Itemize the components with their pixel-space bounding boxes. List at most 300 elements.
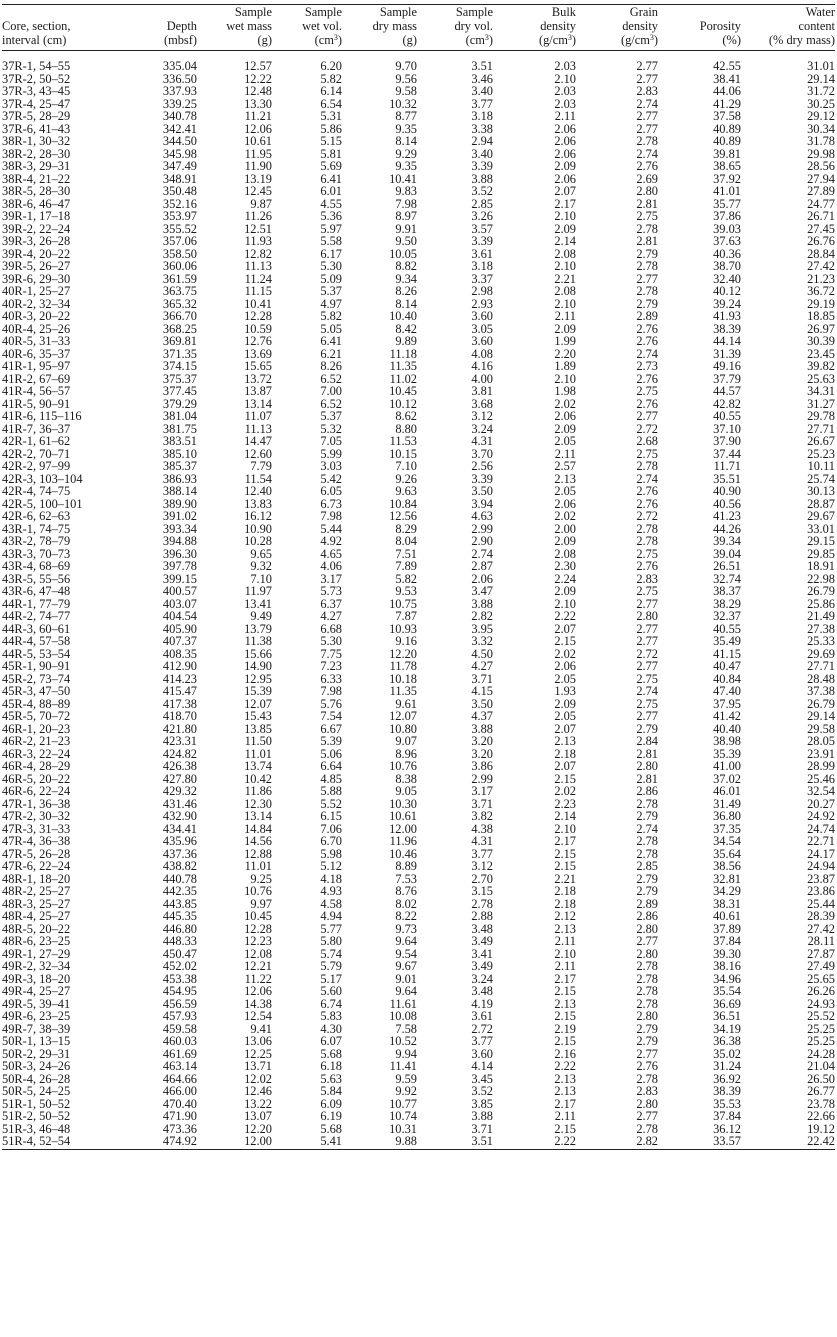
col-depth-cell: 381.04 — [162, 409, 197, 423]
col-porosity-cell: 41.15 — [713, 646, 741, 661]
col-wet-vol-cell: 5.82 — [320, 71, 342, 86]
table-row — [2, 723, 835, 736]
col-depth-cell: 355.52 — [162, 221, 197, 236]
col-bulk-density-cell: 2.08 — [554, 546, 576, 561]
header-line — [197, 5, 272, 19]
col-water-content-cell: 29.14 — [807, 709, 835, 723]
col-wet-mass-cell: 13.69 — [244, 346, 272, 361]
table-row — [2, 735, 835, 748]
col-water-content-cell: 24.28 — [807, 1046, 835, 1061]
table-row — [2, 273, 835, 286]
col-dry-vol-cell: 3.12 — [471, 859, 493, 873]
col-bulk-density-cell: 2.21 — [554, 271, 576, 286]
table-row — [2, 485, 835, 498]
col-dry-vol-cell: 3.48 — [471, 921, 493, 936]
col-porosity-cell: 38.98 — [713, 734, 741, 748]
col-wet-mass-cell: 11.24 — [244, 271, 272, 286]
col-dry-mass-cell: 10.76 — [389, 759, 417, 773]
col-water-content-cell: 22.42 — [741, 1135, 835, 1149]
col-wet-vol-cell: 7.00 — [320, 384, 342, 398]
col-core-section-cell: 49R-2, 32–34 — [2, 959, 71, 973]
col-grain-density-cell: 2.76 — [636, 559, 658, 573]
table-row — [2, 673, 835, 686]
col-dry-mass-cell: 12.00 — [389, 821, 417, 836]
col-core-section-cell: 43R-6, 47–48 — [2, 584, 71, 598]
col-dry-vol-cell: 3.05 — [471, 321, 493, 336]
header-line — [272, 5, 342, 19]
header-line — [122, 19, 197, 33]
col-dry-mass-cell: 12.56 — [389, 509, 417, 523]
col-dry-mass-cell: 9.61 — [395, 696, 417, 711]
col-core-section-cell: 43R-1, 74–75 — [2, 521, 71, 536]
header-line — [741, 33, 835, 47]
col-wet-mass-cell: 11.07 — [244, 409, 272, 423]
col-porosity-cell: 40.55 — [713, 409, 741, 423]
col-core-section-cell: 44R-5, 53–54 — [2, 646, 71, 661]
header-text: content — [798, 19, 835, 33]
col-porosity-cell: 41.93 — [713, 309, 741, 323]
col-core-section-cell: 38R-3, 29–31 — [2, 159, 71, 173]
col-depth-cell: 353.97 — [162, 209, 197, 223]
col-wet-mass-cell: 12.48 — [244, 84, 272, 98]
header-line — [576, 5, 658, 19]
col-porosity-cell: 35.39 — [713, 746, 741, 761]
col-porosity-cell: 31.49 — [713, 796, 741, 811]
col-porosity-cell: 35.54 — [713, 984, 741, 998]
col-bulk-density-cell: 2.30 — [554, 559, 576, 573]
col-water-content-cell: 10.11 — [807, 459, 835, 473]
header-text: Bulk — [551, 5, 576, 19]
col-water-content-cell: 30.39 — [807, 334, 835, 348]
col-wet-mass-cell: 9.97 — [250, 896, 272, 911]
col-dry-mass-cell: 7.51 — [395, 546, 417, 561]
table-row — [2, 310, 835, 323]
col-wet-vol-cell: 6.67 — [320, 721, 342, 736]
col-wet-mass-cell: 13.06 — [244, 1034, 272, 1048]
table-row — [2, 223, 835, 236]
col-porosity-cell: 40.56 — [713, 496, 741, 511]
col-depth-cell: 381.75 — [162, 421, 197, 436]
col-depth-cell: 454.95 — [162, 984, 197, 998]
col-dry-mass-cell: 10.41 — [389, 171, 417, 186]
col-wet-vol-cell: 6.54 — [320, 96, 342, 111]
col-depth-cell: 414.23 — [162, 671, 197, 686]
table-row — [2, 1110, 835, 1123]
table-row — [2, 535, 835, 548]
col-wet-vol-cell: 5.80 — [320, 934, 342, 948]
header-suffix: ) — [337, 33, 342, 47]
col-core-section-cell: 39R-1, 17–18 — [2, 209, 71, 223]
col-wet-mass-cell: 11.13 — [244, 421, 272, 436]
col-bulk-density-cell: 2.22 — [493, 1135, 576, 1149]
col-water-content-cell: 25.65 — [807, 971, 835, 986]
col-water-content-cell: 31.72 — [807, 84, 835, 98]
table-row — [2, 51, 835, 73]
col-wet-mass-cell: 10.45 — [244, 909, 272, 923]
col-wet-vol-cell: 6.09 — [320, 1096, 342, 1111]
col-wet-vol-cell: 4.18 — [320, 871, 342, 886]
col-core-section-cell: 48R-4, 25–27 — [2, 909, 71, 923]
col-wet-vol-cell: 6.20 — [320, 59, 342, 73]
table-row — [2, 248, 835, 261]
col-porosity-cell: 32.40 — [713, 271, 741, 286]
col-dry-mass-cell: 9.94 — [395, 1046, 417, 1061]
header-line — [741, 19, 835, 33]
col-grain-density-cell: 2.76 — [636, 159, 658, 173]
col-porosity-cell: 35.02 — [713, 1046, 741, 1061]
col-water-content-cell: 24.17 — [807, 846, 835, 861]
col-bulk-density-cell: 2.15 — [554, 984, 576, 998]
col-porosity-cell: 36.92 — [713, 1071, 741, 1086]
col-water-content-cell: 37.38 — [807, 684, 835, 698]
col-core-section-cell: 50R-4, 26–28 — [2, 1071, 71, 1086]
col-porosity-cell: 41.01 — [713, 184, 741, 198]
col-core-section-cell: 38R-1, 30–32 — [2, 134, 71, 148]
col-water-content-cell: 31.01 — [807, 59, 835, 73]
col-dry-vol-cell: 3.52 — [471, 184, 493, 198]
col-wet-vol-cell: 6.64 — [320, 759, 342, 773]
col-water-content-cell: 32.54 — [807, 784, 835, 798]
col-bulk-density-cell: 2.12 — [554, 909, 576, 923]
col-bulk-density-cell: 2.07 — [554, 759, 576, 773]
table-row — [2, 185, 835, 198]
col-depth-cell: 385.10 — [162, 446, 197, 461]
col-dry-mass-cell: 9.16 — [395, 634, 417, 648]
col-dry-vol-cell: 3.61 — [471, 1009, 493, 1023]
col-dry-mass-cell: 11.02 — [389, 371, 417, 386]
header-superscript: 3 — [484, 33, 489, 42]
col-depth-cell: 474.92 — [122, 1135, 197, 1149]
col-depth-cell: 347.49 — [162, 159, 197, 173]
col-wet-vol-cell: 5.31 — [320, 109, 342, 123]
col-bulk-density-cell: 2.05 — [554, 484, 576, 498]
col-wet-mass-cell: 12.76 — [244, 334, 272, 348]
col-dry-vol-cell: 3.39 — [471, 471, 493, 486]
col-depth-cell: 407.37 — [162, 634, 197, 648]
col-water-content-cell: 18.91 — [807, 559, 835, 573]
col-bulk-density-cell: 2.13 — [554, 1071, 576, 1086]
col-wet-vol-cell: 5.73 — [320, 584, 342, 598]
col-grain-density-cell: 2.74 — [636, 346, 658, 361]
col-dry-vol-cell: 3.60 — [471, 309, 493, 323]
col-wet-vol-cell: 6.14 — [320, 84, 342, 98]
col-porosity-cell: 37.02 — [713, 771, 741, 786]
table-row — [2, 998, 835, 1011]
col-wet-vol-cell: 5.05 — [320, 321, 342, 336]
col-dry-vol-cell: 3.70 — [471, 446, 493, 461]
col-dry-mass-cell: 8.26 — [395, 284, 417, 298]
col-depth-cell: 470.40 — [162, 1096, 197, 1111]
col-porosity-cell: 42.55 — [713, 59, 741, 73]
col-depth-cell: 445.35 — [162, 909, 197, 923]
table-row — [2, 323, 835, 336]
col-wet-mass-cell: 9.49 — [250, 609, 272, 623]
col-bulk-density-header — [493, 5, 576, 51]
table-row — [2, 148, 835, 161]
col-porosity-cell: 31.24 — [713, 1059, 741, 1073]
col-core-section-cell: 47R-4, 36–38 — [2, 834, 71, 848]
col-dry-vol-cell: 3.18 — [471, 259, 493, 273]
col-porosity-cell: 38.16 — [713, 959, 741, 973]
col-water-content-cell: 36.72 — [807, 284, 835, 298]
col-wet-vol-cell: 5.98 — [320, 846, 342, 861]
table-row — [2, 410, 835, 423]
col-wet-vol-cell: 7.98 — [320, 509, 342, 523]
col-wet-mass-cell: 12.54 — [244, 1009, 272, 1023]
col-bulk-density-cell: 2.18 — [554, 896, 576, 911]
col-porosity-cell: 34.19 — [713, 1021, 741, 1036]
col-depth-cell: 342.41 — [162, 121, 197, 136]
col-water-content-cell: 26.76 — [807, 234, 835, 248]
col-bulk-density-cell: 2.22 — [554, 1059, 576, 1073]
col-dry-vol-cell: 3.37 — [471, 271, 493, 286]
col-dry-mass-cell: 9.58 — [395, 84, 417, 98]
col-wet-vol-cell: 4.93 — [320, 884, 342, 898]
col-dry-mass-cell: 8.97 — [395, 209, 417, 223]
col-dry-mass-cell: 10.80 — [389, 721, 417, 736]
col-bulk-density-cell: 2.06 — [554, 171, 576, 186]
col-water-content-cell: 39.82 — [807, 359, 835, 373]
col-water-content-cell: 26.79 — [807, 696, 835, 711]
col-wet-mass-cell: 13.71 — [244, 1059, 272, 1073]
col-core-section-cell: 50R-1, 13–15 — [2, 1034, 71, 1048]
col-porosity-cell: 41.00 — [713, 759, 741, 773]
col-bulk-density-cell: 2.13 — [554, 1084, 576, 1098]
col-dry-vol-cell: 3.24 — [471, 421, 493, 436]
col-bulk-density-cell: 1.89 — [554, 359, 576, 373]
header-superscript: 3 — [333, 33, 338, 42]
col-bulk-density-cell: 2.10 — [554, 259, 576, 273]
table-row — [2, 973, 835, 986]
col-core-section-cell: 47R-6, 22–24 — [2, 859, 71, 873]
table-row — [2, 473, 835, 486]
col-dry-vol-cell: 4.31 — [471, 834, 493, 848]
table-row — [2, 398, 835, 411]
col-bulk-density-cell: 2.11 — [554, 309, 576, 323]
col-wet-mass-cell: 12.40 — [244, 484, 272, 498]
table-row — [2, 1048, 835, 1061]
col-water-content-cell: 28.99 — [807, 759, 835, 773]
table-row — [2, 985, 835, 998]
col-wet-vol-cell: 4.55 — [320, 196, 342, 211]
col-wet-mass-cell: 13.74 — [244, 759, 272, 773]
col-grain-density-cell: 2.81 — [636, 771, 658, 786]
col-depth-cell: 371.35 — [162, 346, 197, 361]
header-line — [272, 33, 342, 47]
col-porosity-cell: 37.10 — [713, 421, 741, 436]
col-wet-mass-cell: 12.60 — [244, 446, 272, 461]
col-water-content-cell: 27.42 — [807, 259, 835, 273]
col-water-content-cell: 25.33 — [807, 634, 835, 648]
col-wet-mass-cell: 7.79 — [250, 459, 272, 473]
table-row — [2, 873, 835, 886]
col-grain-density-cell: 2.80 — [636, 759, 658, 773]
col-bulk-density-cell: 1.93 — [554, 684, 576, 698]
col-bulk-density-cell: 2.07 — [554, 184, 576, 198]
col-bulk-density-cell: 2.08 — [554, 284, 576, 298]
col-water-content-cell: 21.04 — [807, 1059, 835, 1073]
col-dry-vol-cell: 3.38 — [471, 121, 493, 136]
col-wet-vol-cell: 6.52 — [320, 371, 342, 386]
col-core-section-cell: 48R-6, 23–25 — [2, 934, 71, 948]
col-depth-cell: 360.06 — [162, 259, 197, 273]
col-water-content-cell: 28.39 — [807, 909, 835, 923]
col-water-content-cell: 23.86 — [807, 884, 835, 898]
col-wet-mass-cell: 9.32 — [250, 559, 272, 573]
col-bulk-density-cell: 2.05 — [554, 434, 576, 448]
col-bulk-density-cell: 2.07 — [554, 721, 576, 736]
col-porosity-cell: 40.55 — [713, 621, 741, 636]
col-wet-vol-cell: 5.12 — [320, 859, 342, 873]
col-dry-mass-cell: 9.54 — [395, 946, 417, 961]
header-line — [576, 19, 658, 33]
col-wet-vol-cell: 6.05 — [320, 484, 342, 498]
table-row — [2, 910, 835, 923]
col-grain-density-cell: 2.79 — [636, 884, 658, 898]
col-dry-mass-cell: 7.98 — [395, 196, 417, 211]
header-line — [342, 19, 417, 33]
col-core-section-cell: 37R-6, 41–43 — [2, 121, 71, 136]
col-porosity-cell: 36.80 — [713, 809, 741, 823]
col-wet-mass-cell: 13.41 — [244, 596, 272, 611]
col-porosity-cell: 38.31 — [713, 896, 741, 911]
col-wet-mass-cell: 13.83 — [244, 496, 272, 511]
col-wet-vol-cell: 5.09 — [320, 271, 342, 286]
col-water-content-cell: 26.77 — [807, 1084, 835, 1098]
col-wet-mass-cell: 13.14 — [244, 396, 272, 411]
col-porosity-cell: 31.39 — [713, 346, 741, 361]
col-dry-vol-cell: 3.50 — [471, 484, 493, 498]
col-porosity-cell: 36.38 — [713, 1034, 741, 1048]
col-porosity-cell: 38.29 — [713, 596, 741, 611]
col-dry-mass-cell: 10.32 — [389, 96, 417, 111]
col-dry-vol-cell: 3.68 — [471, 396, 493, 411]
col-core-section-cell: 51R-3, 46–48 — [2, 1121, 71, 1136]
col-grain-density-cell: 2.78 — [636, 521, 658, 536]
col-bulk-density-cell: 2.10 — [554, 946, 576, 961]
col-water-content-cell: 28.05 — [807, 734, 835, 748]
col-dry-vol-cell: 3.82 — [471, 809, 493, 823]
col-bulk-density-cell: 1.98 — [554, 384, 576, 398]
table-row — [2, 548, 835, 561]
col-depth-cell: 345.98 — [162, 146, 197, 161]
col-wet-vol-cell: 6.70 — [320, 834, 342, 848]
col-bulk-density-cell: 2.06 — [554, 496, 576, 511]
col-bulk-density-cell: 2.06 — [554, 409, 576, 423]
col-grain-density-cell: 2.84 — [636, 734, 658, 748]
col-wet-vol-cell: 4.65 — [320, 546, 342, 561]
table-row — [2, 1123, 835, 1136]
col-porosity-cell: 39.81 — [713, 146, 741, 161]
header-line — [197, 33, 272, 47]
table-row — [2, 848, 835, 861]
col-bulk-density-cell: 2.10 — [554, 371, 576, 386]
col-dry-mass-cell: 9.26 — [395, 471, 417, 486]
col-porosity-cell: 32.37 — [713, 609, 741, 623]
col-dry-mass-cell: 9.50 — [395, 234, 417, 248]
col-dry-vol-cell: 3.60 — [471, 1046, 493, 1061]
col-water-content-cell: 25.44 — [807, 896, 835, 911]
col-bulk-density-cell: 2.18 — [554, 884, 576, 898]
col-depth-cell: 427.80 — [162, 771, 197, 786]
col-porosity-cell: 38.37 — [713, 584, 741, 598]
col-core-section-cell: 49R-3, 18–20 — [2, 971, 71, 986]
col-core-section-cell: 42R-6, 62–63 — [2, 509, 71, 523]
col-core-section-cell: 39R-6, 29–30 — [2, 271, 71, 286]
col-grain-density-cell: 2.78 — [636, 134, 658, 148]
col-depth-cell: 365.32 — [162, 296, 197, 311]
col-wet-vol-cell: 5.68 — [320, 1121, 342, 1136]
col-wet-vol-cell: 5.74 — [320, 946, 342, 961]
col-core-section-cell: 47R-2, 30–32 — [2, 809, 71, 823]
col-porosity-header — [658, 5, 741, 51]
header-text: (g) — [257, 33, 272, 47]
table-row — [2, 460, 835, 473]
table-row — [2, 285, 835, 298]
col-wet-mass-cell: 11.01 — [244, 746, 272, 761]
col-dry-mass-cell: 9.53 — [395, 584, 417, 598]
col-wet-mass-cell: 12.07 — [244, 696, 272, 711]
col-dry-vol-cell: 3.41 — [471, 946, 493, 961]
col-core-section-cell: 48R-2, 25–27 — [2, 884, 71, 898]
col-wet-vol-cell: 5.60 — [320, 984, 342, 998]
col-porosity-cell: 40.89 — [713, 121, 741, 136]
col-porosity-cell: 37.58 — [713, 109, 741, 123]
col-porosity-cell: 37.79 — [713, 371, 741, 386]
col-core-section-cell: 38R-2, 28–30 — [2, 146, 71, 161]
col-bulk-density-cell: 2.06 — [554, 659, 576, 673]
col-depth-cell: 389.90 — [162, 496, 197, 511]
col-water-content-cell: 24.92 — [807, 809, 835, 823]
header-suffix: ) — [571, 33, 576, 47]
col-wet-mass-cell: 13.30 — [244, 96, 272, 111]
col-bulk-density-cell: 2.14 — [554, 809, 576, 823]
col-dry-vol-cell: 3.20 — [471, 734, 493, 748]
table-row — [2, 635, 835, 648]
col-grain-density-cell: 2.76 — [636, 371, 658, 386]
col-bulk-density-cell: 2.15 — [554, 859, 576, 873]
col-wet-mass-cell: 11.21 — [244, 109, 272, 123]
col-dry-vol-cell: 3.77 — [471, 846, 493, 861]
col-water-content-cell: 27.87 — [807, 946, 835, 961]
col-dry-vol-cell: 3.46 — [471, 71, 493, 86]
col-wet-mass-cell: 10.59 — [244, 321, 272, 336]
col-depth-cell: 418.70 — [162, 709, 197, 723]
col-bulk-density-cell: 2.09 — [554, 321, 576, 336]
col-wet-vol-cell: 5.58 — [320, 234, 342, 248]
col-wet-mass-cell: 15.43 — [244, 709, 272, 723]
col-grain-density-cell: 2.77 — [636, 934, 658, 948]
col-dry-mass-cell: 10.77 — [389, 1096, 417, 1111]
col-core-section-cell: 37R-1, 54–55 — [2, 59, 71, 73]
header-suffix: ) — [653, 33, 658, 47]
col-depth-cell: 403.07 — [162, 596, 197, 611]
col-wet-vol-cell: 5.76 — [320, 696, 342, 711]
col-wet-mass-cell: 10.28 — [244, 534, 272, 548]
col-wet-mass-cell: 13.79 — [244, 621, 272, 636]
col-water-content-cell: 29.67 — [807, 509, 835, 523]
col-core-section-cell: 37R-2, 50–52 — [2, 71, 71, 86]
col-dry-mass-cell: 12.20 — [389, 646, 417, 661]
col-porosity-cell: 34.54 — [713, 834, 741, 848]
col-grain-density-cell: 2.77 — [636, 59, 658, 73]
col-wet-mass-cell: 12.00 — [197, 1135, 272, 1149]
col-dry-vol-cell: 4.14 — [471, 1059, 493, 1073]
table-row — [2, 235, 835, 248]
col-dry-mass-cell: 9.07 — [395, 734, 417, 748]
col-dry-mass-header — [342, 5, 417, 51]
col-core-section-cell: 44R-1, 77–79 — [2, 596, 71, 611]
